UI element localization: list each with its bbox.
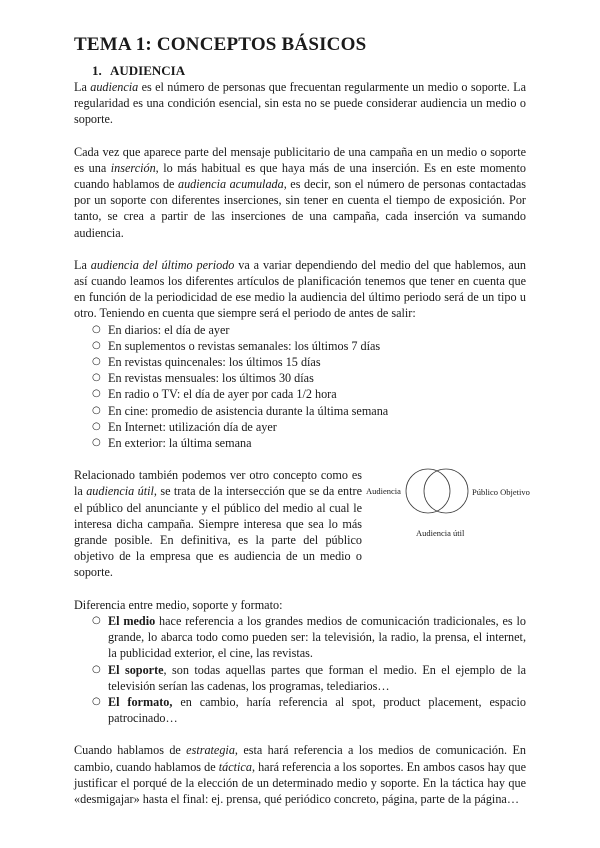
list-item: ○ En suplementos o revistas semanales: los últimos 7 días	[92, 338, 526, 354]
venn-label-audiencia: Audiencia	[366, 486, 401, 497]
list-item: ○ En revistas mensuales: los últimos 30 días	[92, 370, 526, 386]
term-insercion: inserción	[110, 160, 156, 175]
venn-circle-audiencia	[406, 469, 450, 513]
term-estrategia: estrategia	[186, 743, 235, 758]
section-number: 1.	[92, 63, 102, 78]
term-audiencia-util: audiencia útil	[86, 484, 154, 499]
section-title: AUDIENCIA	[110, 63, 186, 78]
venn-circle-publico-objetivo	[424, 469, 468, 513]
term-formato: El formato,	[108, 694, 173, 709]
paragraph-ultimo-periodo: La audiencia del último periodo va a variar dependiendo del medio del que hablemos, aun así cuando leamos los diferentes artículos de planificación tenemos que tener en cuenta que en función de la periodicidad de ese medio la audiencia del último periodo será de un tipo u otro. Teniendo en cuenta que siempre será el periodo de antes de salir:	[74, 257, 527, 321]
list-item: ○ El formato, en cambio, haría referencia al spot, product placement, espacio patrocinado…	[92, 694, 526, 726]
list-item: ○ En exterior: la última semana	[92, 435, 526, 451]
list-item: ○ En radio o TV: el día de ayer por cada 1/2 hora	[92, 386, 526, 402]
paragraph-audiencia-util: Relacionado también podemos ver otro concepto como es la audiencia útil, se trata de la intersección que se da entre el público del anunciante y el público del medio al cual le interesa dicha campaña. Siempre interesa que sea lo más grande posible. En definitiva, es la parte del público objetivo de la empresa que es audiencia de un medio o soporte.	[74, 468, 363, 580]
list-item: ○ En revistas quincenales: los últimos 15 días	[92, 354, 526, 370]
term-audiencia-acumulada: audiencia acumulada	[177, 177, 284, 192]
term-tactica: táctica	[218, 759, 252, 774]
document-page	[74, 34, 530, 807]
page-title: TEMA 1: CONCEPTOS BÁSICOS	[74, 34, 367, 55]
list-item: ○ El soporte, son todas aquellas partes que forman el medio. En el ejemplo de la televisión serían las cadenas, los programas, telediarios…	[92, 662, 526, 694]
list-item: ○ En Internet: utilización día de ayer	[92, 419, 526, 435]
paragraph-insercion: Cada vez que aparece parte del mensaje publicitario de una campaña en un medio o soporte es una inserción, lo más habitual es que haya más de una inserción. Es en este momento cuando hablamos de audiencia acumulada, es decir, son el número de personas contactadas por un soporte con diferentes inserciones, sin tener en cuenta el tiempo de exposición. Por tanto, se crea a partir de las inserciones de una campaña, cada inserción va sumando audiencia.	[74, 144, 526, 240]
periods-list	[74, 322, 526, 452]
paragraph-diferencia: Diferencia entre medio, soporte y formato:	[74, 597, 283, 612]
list-item: ○ En cine: promedio de asistencia durante la última semana	[92, 403, 526, 419]
section-heading	[92, 62, 526, 79]
term-audiencia-ultimo-periodo: audiencia del último periodo	[90, 257, 235, 272]
differences-list	[74, 613, 526, 726]
audiencia-util-block	[74, 467, 530, 580]
venn-diagram	[362, 467, 530, 580]
paragraph-estrategia-tactica: Cuando hablamos de estrategia, esta hará referencia a los medios de comunicación. En cambio, cuando hablamos de táctica, hará referencia a los soportes. En ambos casos hay que justificar el porqué de la elección de un determinado medio y soporte. En la táctica hay que «desmigajar» hasta el final: ej. prensa, qué periódico concreto, página, parte de la página…	[74, 743, 526, 806]
term-audiencia: audiencia	[90, 80, 139, 94]
paragraph-audiencia: La audiencia es el número de personas que frecuentan regularmente un medio o soporte. La regularidad es una condición esencial, sin esta no se puede considerar audiencia un medio o soporte.	[74, 80, 527, 127]
venn-label-publico-objetivo: Público Objetivo	[472, 487, 530, 498]
venn-label-audiencia-util: Audiencia útil	[416, 528, 465, 539]
term-soporte: El soporte	[108, 662, 164, 677]
list-item: ○ El medio hace referencia a los grandes medios de comunicación tradicionales, es lo grande, lo abarca todo como pueden ser: la televisión, la radio, la prensa, el internet, la publicidad exterior, el cine, las revistas.	[92, 613, 526, 662]
list-item: ○ En diarios: el día de ayer	[92, 322, 526, 338]
term-medio: El medio	[108, 613, 156, 628]
